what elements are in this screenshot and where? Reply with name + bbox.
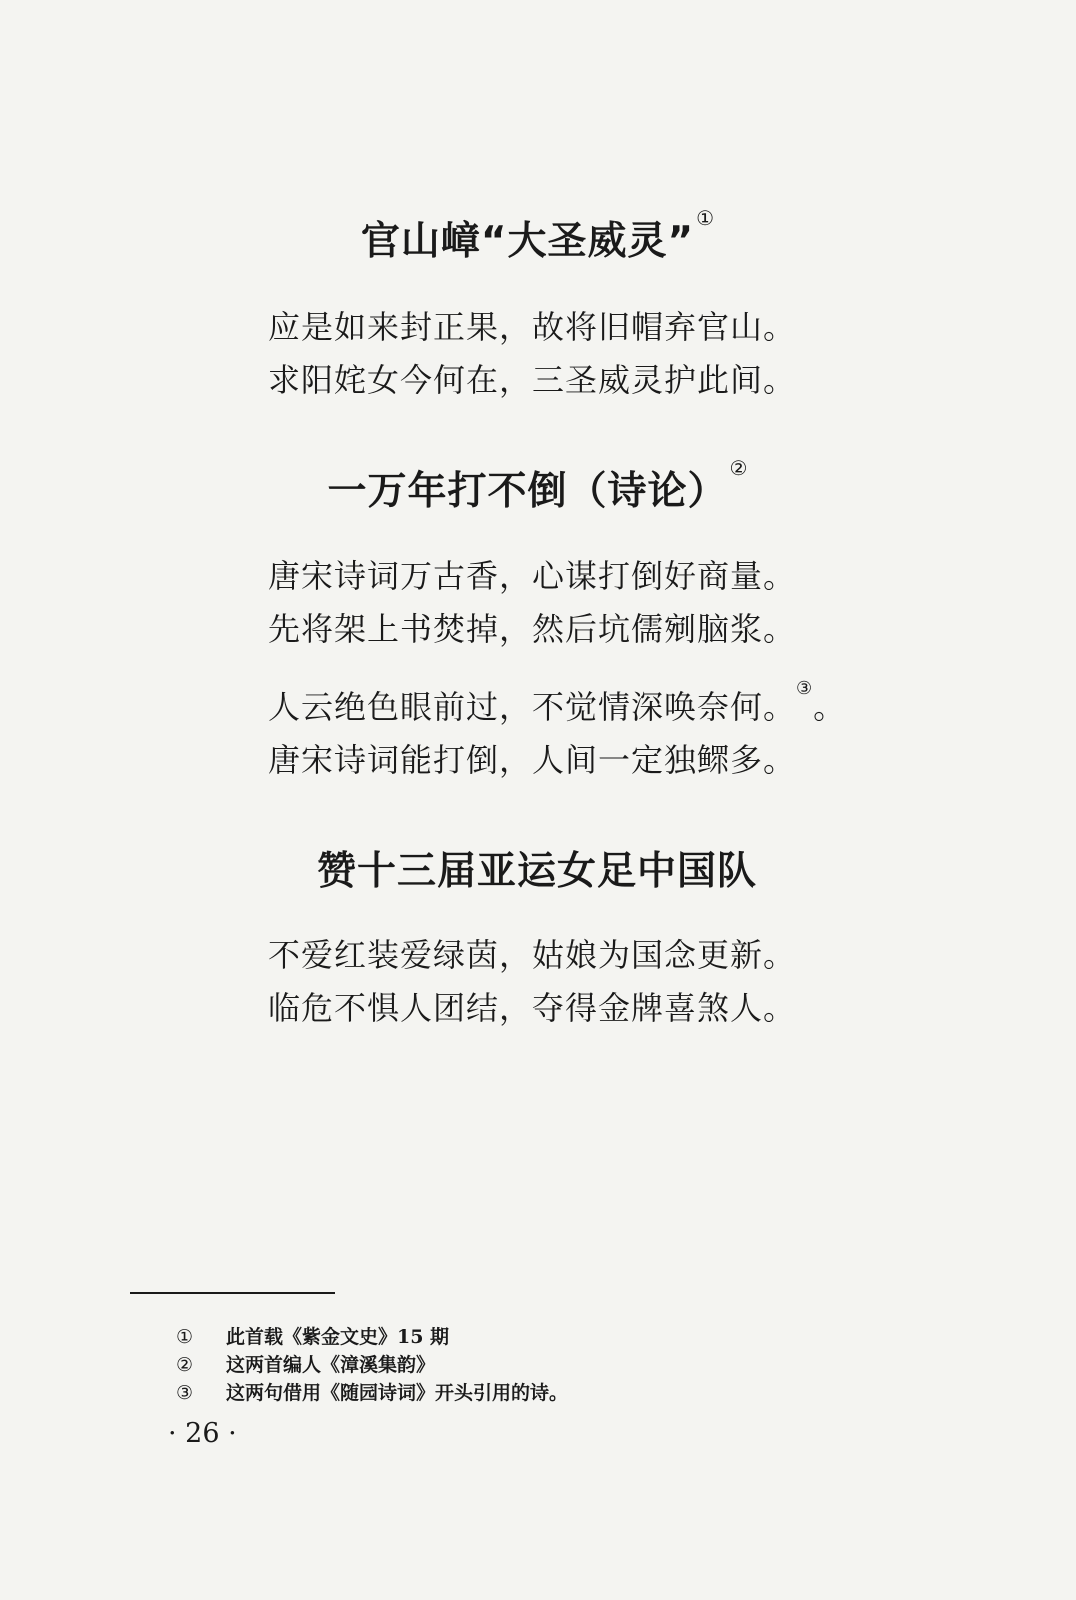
page-number: · 26 · [168, 1418, 237, 1449]
footnote-ref-2: ② [729, 456, 749, 480]
poem-3-line-1: 不爱红装爱绿茵，姑娘为国念更新。 [268, 936, 797, 974]
footnote-2: ② 这两首编人《漳溪集韵》 [176, 1354, 436, 1376]
poem-1-line-1: 应是如来封正果，故将旧帽弃官山。 [268, 308, 797, 346]
poem-1-line-2: 求阳姹女今何在，三圣威灵护此间。 [268, 361, 797, 399]
footnote-ref-3: ③ [796, 678, 814, 699]
poem-title-1: 官山嶂“大圣威灵”① [360, 206, 716, 264]
footnote-1: ① 此首载《紫金文史》15 期 [176, 1326, 450, 1348]
poem-2-line-2: 先将架上书焚掉，然后坑儒剜脑浆。 [268, 610, 797, 648]
poem-2-line-3: 人云绝色眼前过，不觉情深唤奈何。③。 [268, 678, 847, 726]
footnote-divider [130, 1292, 335, 1294]
poem-2-line-4: 唐宋诗词能打倒，人间一定独鳏多。 [268, 741, 797, 779]
poem-2-line-1: 唐宋诗词万古香，心谋打倒好商量。 [268, 557, 797, 595]
footnote-3: ③ 这两句借用《随园诗词》开头引用的诗。 [176, 1382, 569, 1404]
poem-title-2: 一万年打不倒（诗论）② [327, 456, 749, 514]
poem-title-3: 赞十三届亚运女足中国队 [316, 849, 757, 894]
poem-3-line-2: 临危不惧人团结，夺得金牌喜煞人。 [268, 989, 797, 1027]
footnote-ref-1: ① [696, 206, 716, 230]
